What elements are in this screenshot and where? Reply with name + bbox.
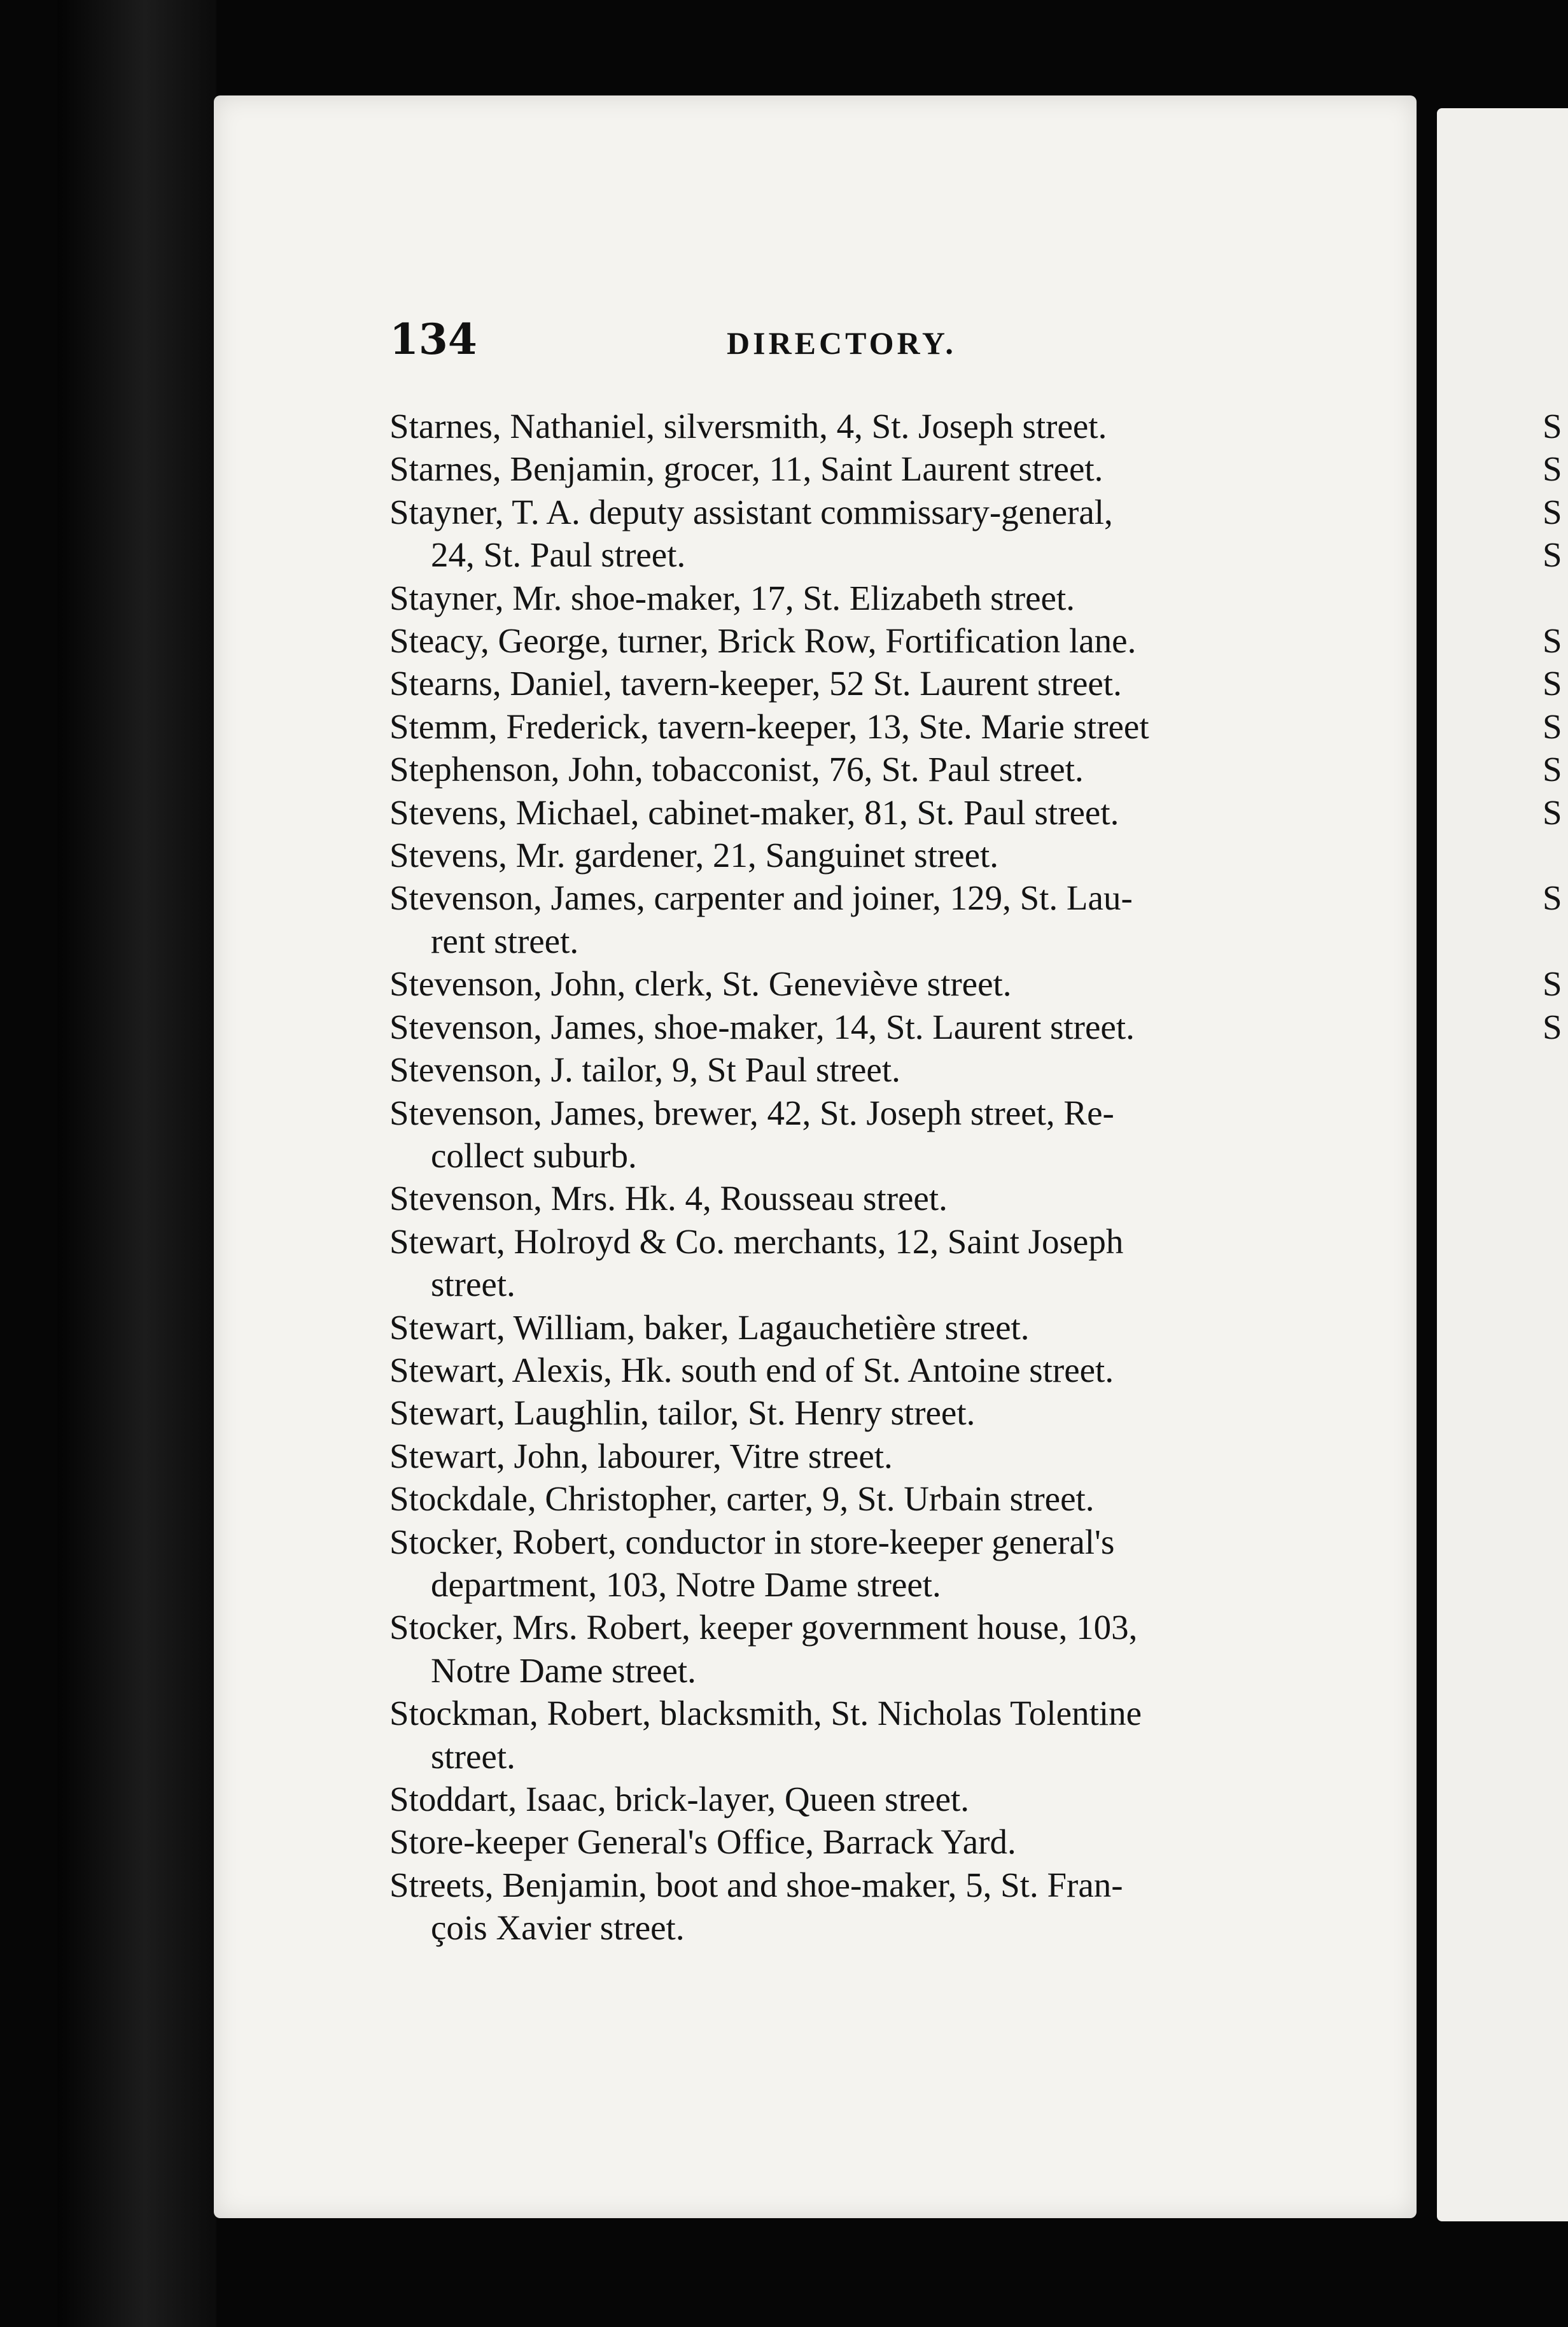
directory-entry: Stevens, Michael, cabinet-maker, 81, St. Paul street. bbox=[389, 792, 1119, 832]
facing-page-letter: S bbox=[1543, 621, 1562, 661]
directory-entry: Stayner, T. A. deputy assistant commissary-general, bbox=[389, 492, 1113, 531]
directory-entry: Stocker, Mrs. Robert, keeper government house, 103, bbox=[389, 1608, 1138, 1647]
directory-entry: Starnes, Nathaniel, silversmith, 4, St. Joseph street. bbox=[389, 407, 1107, 446]
directory-entry: Stocker, Robert, conductor in store-keeper general's bbox=[389, 1522, 1115, 1561]
directory-entry-continuation: 24, St. Paul street. bbox=[431, 535, 686, 575]
facing-page-letters bbox=[1543, 405, 1562, 1048]
directory-entry-continuation: department, 103, Notre Dame street. bbox=[431, 1564, 941, 1604]
directory-entry: Store-keeper General's Office, Barrack Yard. bbox=[389, 1822, 1016, 1862]
directory-entry: Starnes, Benjamin, grocer, 11, Saint Laurent street. bbox=[389, 449, 1103, 489]
directory-entry: Streets, Benjamin, boot and shoe-maker, 5, St. Fran- bbox=[389, 1865, 1123, 1904]
directory-entry-continuation: collect suburb. bbox=[431, 1135, 637, 1175]
directory-entry: Stewart, Alexis, Hk. south end of St. Antoine street. bbox=[389, 1350, 1114, 1389]
directory-entry: Stevenson, James, brewer, 42, St. Joseph street, Re- bbox=[389, 1093, 1114, 1132]
directory-entry-continuation: street. bbox=[431, 1736, 515, 1776]
page-number: 134 bbox=[389, 314, 477, 364]
directory-entry: Stockman, Robert, blacksmith, St. Nicholas Tolentine bbox=[389, 1694, 1142, 1733]
directory-entry: Stayner, Mr. shoe-maker, 17, St. Elizabeth street. bbox=[389, 578, 1075, 617]
directory-entry: Stevenson, James, shoe-maker, 14, St. Laurent street. bbox=[389, 1007, 1135, 1046]
facing-page-letter: S bbox=[1543, 707, 1562, 746]
directory-entry: Stewart, William, baker, Lagauchetière street. bbox=[389, 1307, 1030, 1347]
facing-page-letter: S bbox=[1543, 964, 1562, 1004]
directory-entries bbox=[389, 405, 1325, 1950]
facing-page-letter: S bbox=[1543, 878, 1562, 918]
directory-entry: Stevenson, John, clerk, St. Geneviève street. bbox=[389, 964, 1012, 1004]
facing-page-letter: S bbox=[1543, 407, 1562, 446]
directory-entry-continuation: street. bbox=[431, 1265, 515, 1304]
facing-page-letter: S bbox=[1543, 535, 1562, 575]
facing-page-letter bbox=[1543, 834, 1562, 876]
directory-entry-continuation: rent street. bbox=[431, 921, 579, 960]
directory-entry: Stevens, Mr. gardener, 21, Sanguinet street. bbox=[389, 836, 999, 875]
directory-entry: Stewart, Holroyd & Co. merchants, 12, Saint Joseph bbox=[389, 1221, 1124, 1261]
facing-page-letter bbox=[1543, 920, 1562, 962]
running-head: DIRECTORY. bbox=[727, 325, 956, 361]
directory-entry: Stevenson, J. tailor, 9, St Paul street. bbox=[389, 1050, 900, 1090]
facing-page-letter bbox=[1543, 577, 1562, 619]
directory-entry-continuation: çois Xavier street. bbox=[431, 1908, 685, 1948]
directory-entry: Stevenson, Mrs. Hk. 4, Rousseau street. bbox=[389, 1179, 948, 1218]
facing-page-letter: S bbox=[1543, 792, 1562, 832]
facing-page-letter: S bbox=[1543, 492, 1562, 531]
page-header bbox=[389, 311, 1344, 368]
facing-page-letter: S bbox=[1543, 1007, 1562, 1046]
facing-page-letter: S bbox=[1543, 449, 1562, 489]
directory-entry: Stevenson, James, carpenter and joiner, 129, St. Lau- bbox=[389, 878, 1133, 918]
facing-page-letter: S bbox=[1543, 750, 1562, 789]
directory-entry: Stoddart, Isaac, brick-layer, Queen street. bbox=[389, 1780, 970, 1818]
directory-entry: Stearns, Daniel, tavern-keeper, 52 St. Laurent street. bbox=[389, 664, 1122, 703]
directory-entry: Stewart, Laughlin, tailor, St. Henry street. bbox=[389, 1393, 976, 1433]
directory-entry-continuation: Notre Dame street. bbox=[431, 1650, 696, 1690]
directory-entry: Stemm, Frederick, tavern-keeper, 13, Ste. Marie street bbox=[389, 707, 1149, 746]
book-binding-edge bbox=[57, 0, 216, 2327]
directory-entry: Steacy, George, turner, Brick Row, Fortification lane. bbox=[389, 621, 1137, 661]
directory-entry: Stewart, John, labourer, Vitre street. bbox=[389, 1436, 893, 1475]
directory-entry: Stockdale, Christopher, carter, 9, St. Urbain street. bbox=[389, 1479, 1095, 1519]
directory-entry: Stephenson, John, tobacconist, 76, St. Paul street. bbox=[389, 750, 1084, 789]
facing-page-letter: S bbox=[1543, 664, 1562, 703]
